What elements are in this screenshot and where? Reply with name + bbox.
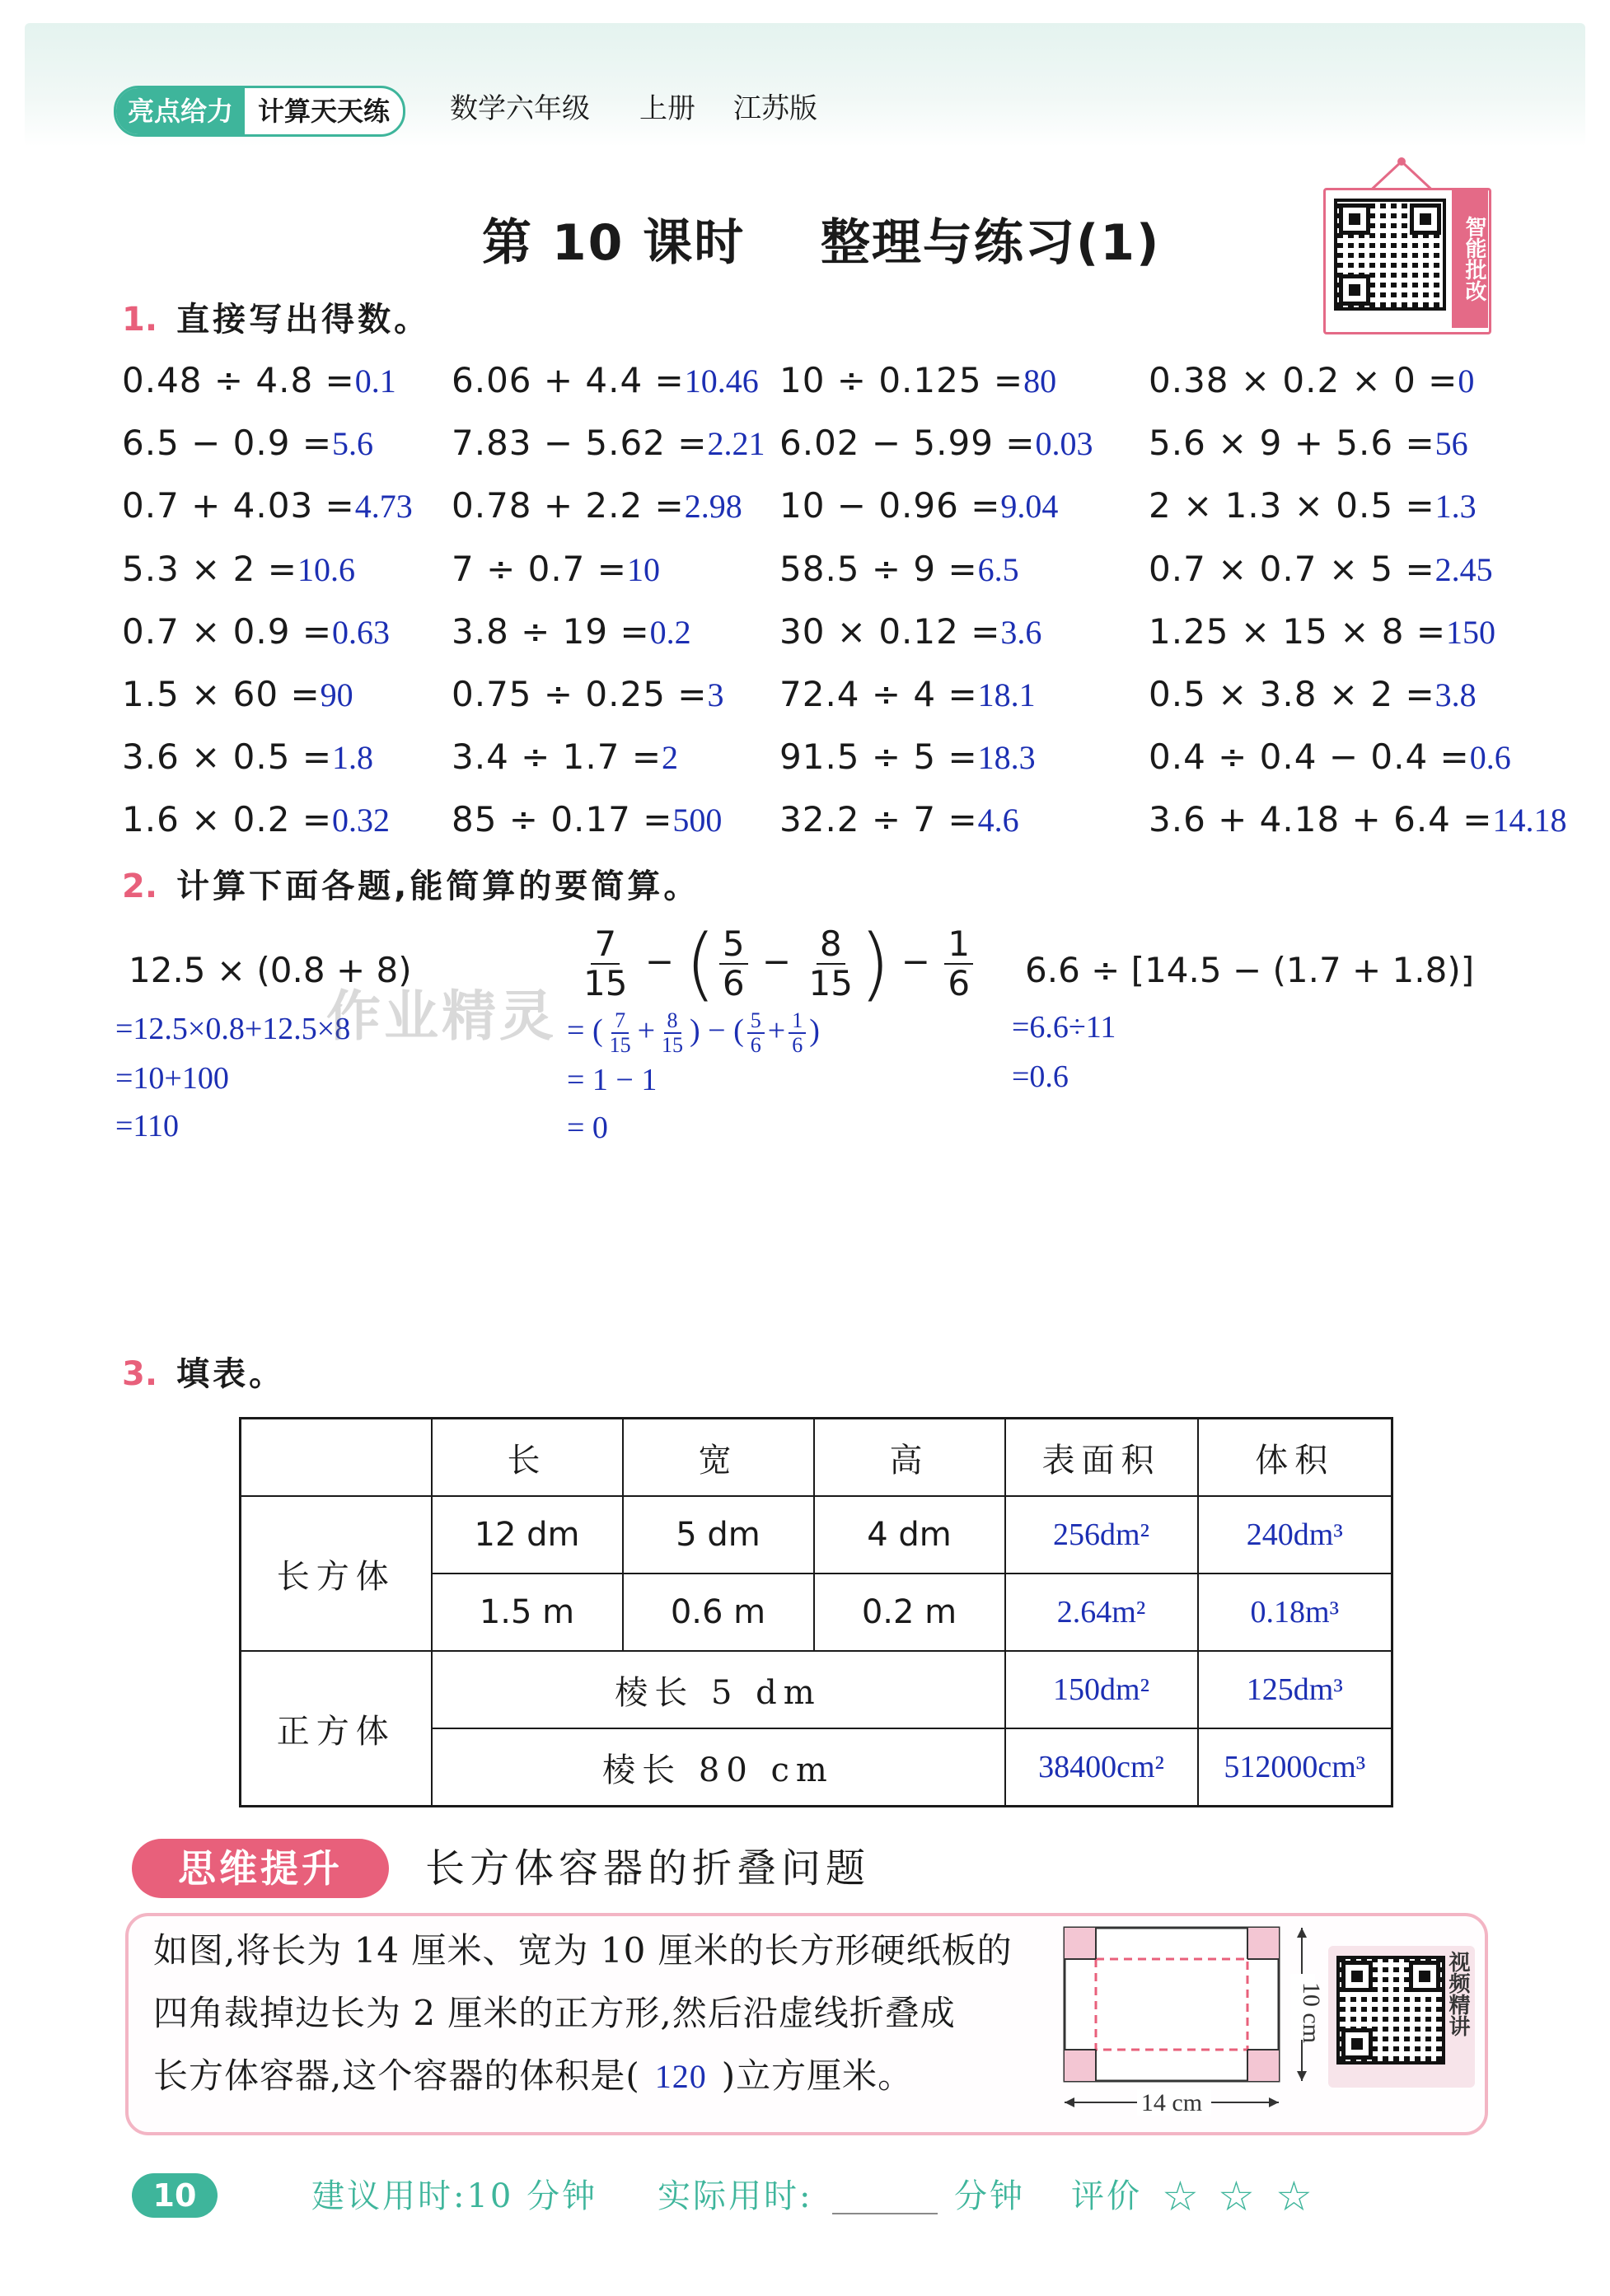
q1-expression: 1.6 × 0.2 = — [122, 799, 333, 840]
q1-expression: 0.7 × 0.9 = — [122, 610, 333, 652]
q3-heading — [122, 1353, 285, 1396]
table-cell: 12 dm — [432, 1496, 623, 1574]
table-header: 宽 — [623, 1419, 814, 1497]
header-subject: 数学六年级 — [450, 92, 590, 125]
q1-row — [122, 538, 1572, 601]
q1-answer: 0 — [1458, 362, 1475, 400]
q1-answer: 6.5 — [977, 550, 1019, 588]
smart-grading-label: 智能批改 — [1452, 189, 1488, 328]
q1-item — [122, 663, 353, 727]
q2-p2-step: = 0 — [567, 1111, 608, 1145]
q2-p2-step: = 1 − 1 — [567, 1063, 658, 1097]
q1-expression: 0.78 + 2.2 = — [452, 485, 685, 526]
q1-expression: 10 − 0.96 = — [779, 485, 1001, 526]
q1-item — [1149, 601, 1495, 664]
brand-right: 计算天天练 — [258, 96, 391, 127]
q1-row — [122, 475, 1572, 537]
think-text-line: 如图,将长为 14 厘米、宽为 10 厘米的长方形硬纸板的 — [153, 1930, 1013, 1971]
suggested-time: 建议用时:10 分钟 — [311, 2177, 598, 2215]
q1-answer: 56 — [1434, 425, 1468, 463]
q1-expression: 5.6 × 9 + 5.6 = — [1149, 423, 1435, 464]
star-icon[interactable]: ☆ — [1162, 2172, 1199, 2220]
q1-expression: 30 × 0.12 = — [779, 610, 1001, 652]
q1-answer: 3 — [707, 676, 724, 713]
table-cell: 0.6 m — [623, 1574, 814, 1651]
header-volume: 上册 — [639, 92, 695, 125]
rating-label: 评价 — [1071, 2177, 1142, 2215]
q1-expression: 0.7 × 0.7 × 5 = — [1149, 548, 1435, 589]
q1-item — [122, 475, 413, 538]
q1-item — [122, 349, 396, 413]
q2-p1-step: =110 — [115, 1109, 180, 1143]
q1-answer: 0.32 — [332, 802, 391, 839]
q1-expression: 32.2 ÷ 7 = — [779, 799, 978, 840]
q1-answer: 3.6 — [1000, 613, 1042, 651]
q1-item — [452, 726, 678, 789]
q1-row — [122, 663, 1572, 726]
folding-diagram — [1055, 1920, 1327, 2122]
q1-answer: 0.6 — [1469, 739, 1511, 777]
table-cell: 1.5 m — [432, 1574, 623, 1651]
actual-time-blank[interactable] — [832, 2213, 938, 2214]
q1-item — [1149, 349, 1474, 413]
q1-item — [779, 601, 1041, 664]
q2-p3-expression: 6.6 ÷ [14.5 − (1.7 + 1.8)] — [1025, 950, 1475, 990]
q1-expression: 58.5 ÷ 9 = — [779, 548, 978, 589]
q1-item — [122, 538, 355, 601]
q1-expression: 10 ÷ 0.125 = — [779, 360, 1024, 400]
q1-answer: 4.73 — [354, 488, 413, 526]
q1-item — [452, 475, 742, 538]
minutes-label: 分钟 — [954, 2177, 1025, 2215]
q1-expression: 3.4 ÷ 1.7 = — [452, 736, 662, 778]
q1-answer: 0.1 — [354, 362, 396, 400]
table-header: 体积 — [1198, 1419, 1392, 1497]
q1-expression: 7.83 − 5.62 = — [452, 423, 708, 464]
q1-expression: 91.5 ÷ 5 = — [779, 736, 978, 778]
q1-item — [122, 788, 390, 852]
q1-item — [122, 412, 373, 475]
q1-answer: 2 — [662, 739, 679, 777]
q2-p3-step: =6.6÷11 — [1012, 1010, 1116, 1045]
answer-cell: 150dm² — [1005, 1651, 1198, 1728]
q1-item — [1149, 538, 1493, 601]
q1-expression: 2 × 1.3 × 0.5 = — [1149, 485, 1435, 526]
q1-prompt: 直接写出得数。 — [176, 301, 431, 339]
answer-cell: 240dm³ — [1198, 1496, 1392, 1574]
q1-answer: 0.03 — [1035, 425, 1093, 463]
page-number: 10 — [132, 2173, 218, 2218]
q2-number: 2. — [122, 867, 158, 905]
q1-item — [122, 601, 390, 664]
qr-code-icon[interactable] — [1334, 199, 1446, 311]
q1-expression: 6.02 − 5.99 = — [779, 423, 1036, 464]
q1-item — [1149, 412, 1468, 475]
q1-number: 1. — [122, 301, 158, 339]
q1-expression: 85 ÷ 0.17 = — [452, 799, 673, 840]
think-badge: 思维提升 — [132, 1839, 389, 1898]
table-cell: 0.2 m — [814, 1574, 1005, 1651]
q1-row — [122, 349, 1572, 412]
qr-code-frame — [1328, 1946, 1475, 2088]
q2-p2-expression: $\frac{7}{15}$ − ( $\frac{5}{6}$ − $\frac{8}{15}$ ) − $\frac{1}{6}$ — [577, 924, 976, 1003]
lesson-name: 整理与练习 — [820, 214, 1076, 272]
star-icon[interactable]: ☆ — [1218, 2172, 1255, 2220]
q1-answer: 5.6 — [332, 425, 374, 463]
header-edition: 江苏版 — [733, 92, 817, 125]
q1-row — [122, 726, 1572, 788]
q1-expression: 3.6 × 0.5 = — [122, 736, 333, 778]
q1-item — [452, 538, 660, 601]
qr-code-icon[interactable] — [1336, 1956, 1445, 2065]
q3-prompt: 填表。 — [176, 1355, 286, 1393]
think-text-line: 长方体容器,这个容器的体积是( 120 )立方厘米。 — [153, 2055, 914, 2096]
q1-row — [122, 412, 1572, 475]
answer-cell: 2.64m² — [1005, 1574, 1198, 1651]
q1-item — [452, 788, 722, 852]
video-label: 视频精讲 — [1445, 1951, 1470, 2036]
star-icon[interactable]: ☆ — [1275, 2172, 1313, 2220]
answer-cell: 38400cm² — [1005, 1728, 1198, 1807]
q3-number: 3. — [122, 1355, 158, 1393]
q2-prompt: 计算下面各题,能简算的要简算。 — [176, 867, 700, 905]
table-header: 高 — [814, 1419, 1005, 1497]
q2-p1-step: =12.5×0.8+12.5×8 — [115, 1012, 351, 1046]
q1-answer: 10 — [626, 550, 660, 588]
q1-answer: 2.45 — [1434, 550, 1493, 588]
q1-item — [452, 412, 765, 475]
q1-answer: 9.04 — [1000, 488, 1059, 526]
q1-item — [779, 475, 1058, 538]
q1-answer: 10.6 — [297, 550, 355, 588]
q1-answer: 500 — [672, 802, 723, 839]
table-row — [241, 1651, 1392, 1728]
table-cell: 5 dm — [623, 1496, 814, 1574]
q1-answer: 2.98 — [684, 488, 742, 526]
answer-cell: 0.18m³ — [1198, 1574, 1392, 1651]
q1-expression: 0.4 ÷ 0.4 − 0.4 = — [1149, 736, 1470, 778]
table-header: 表面积 — [1005, 1419, 1198, 1497]
q1-answer: 14.18 — [1492, 802, 1567, 839]
q1-item — [452, 349, 759, 413]
q1-answer: 90 — [320, 676, 353, 713]
lesson-number: 第 10 课时 — [482, 214, 746, 272]
q1-item — [1149, 475, 1477, 538]
q1-answer: 2.21 — [707, 425, 765, 463]
q1-expression: 0.48 ÷ 4.8 = — [122, 360, 355, 400]
q1-expression: 6.06 + 4.4 = — [452, 360, 685, 400]
table-header: 长 — [432, 1419, 623, 1497]
q1-item — [122, 726, 373, 789]
q1-item — [779, 349, 1056, 413]
q1-answer: 18.1 — [977, 676, 1036, 713]
q1-item — [452, 601, 691, 664]
q1-item — [452, 663, 723, 727]
q1-expression: 7 ÷ 0.7 = — [452, 548, 627, 589]
q1-item — [1149, 726, 1511, 789]
q1-answer: 10.46 — [684, 362, 759, 400]
fill-table — [239, 1417, 1393, 1807]
think-answer: 120 — [654, 2058, 707, 2095]
table-header-row — [241, 1419, 1392, 1497]
q1-expression: 5.3 × 2 = — [122, 548, 297, 589]
fig-width-label: 14 cm — [1140, 2089, 1203, 2116]
answer-cell: 256dm² — [1005, 1496, 1198, 1574]
q1-answer: 0.63 — [332, 613, 391, 651]
brand-left: 亮点给力 — [116, 88, 245, 134]
lesson-title — [482, 210, 1160, 276]
q1-item — [1149, 788, 1566, 852]
q1-item — [1149, 663, 1477, 727]
q1-item — [779, 538, 1019, 601]
q1-expression: 0.38 × 0.2 × 0 = — [1149, 360, 1458, 400]
watermark: 作业精灵 — [326, 984, 557, 1048]
table-cell: 4 dm — [814, 1496, 1005, 1574]
brand-logo — [114, 86, 405, 137]
q2-p1-expression: 12.5 × (0.8 + 8) — [129, 950, 412, 990]
q1-item — [779, 663, 1036, 727]
q1-answer: 150 — [1446, 613, 1496, 651]
q1-heading — [122, 298, 430, 341]
table-header — [241, 1419, 432, 1497]
q1-answer: 80 — [1023, 362, 1057, 400]
think-title: 长方体容器的折叠问题 — [425, 1845, 871, 1892]
q1-answer: 0.2 — [649, 613, 691, 651]
table-cell: 棱长 80 cm — [432, 1728, 1005, 1807]
q1-answer: 4.6 — [977, 802, 1019, 839]
q1-answer: 18.3 — [977, 739, 1036, 777]
row-label-cube: 正方体 — [241, 1651, 432, 1807]
q1-expression: 3.6 + 4.18 + 6.4 = — [1149, 799, 1493, 840]
row-label-cuboid: 长方体 — [241, 1496, 432, 1651]
q1-item — [779, 726, 1036, 789]
q1-expression: 1.5 × 60 = — [122, 674, 321, 714]
table-cell: 棱长 5 dm — [432, 1651, 1005, 1728]
q1-answer: 1.8 — [332, 739, 374, 777]
q1-item — [779, 788, 1019, 852]
think-text-line: 四角裁掉边长为 2 厘米的正方形,然后沿虚线折叠成 — [153, 1993, 956, 2033]
q1-expression: 0.7 + 4.03 = — [122, 485, 355, 526]
answer-cell: 512000cm³ — [1198, 1728, 1392, 1807]
table-row — [241, 1496, 1392, 1574]
q1-row — [122, 788, 1572, 851]
q2-p3-step: =0.6 — [1012, 1059, 1069, 1094]
q1-answer: 1.3 — [1434, 488, 1477, 526]
answer-cell: 125dm³ — [1198, 1651, 1392, 1728]
q1-item — [779, 412, 1093, 475]
q1-expression: 72.4 ÷ 4 = — [779, 674, 978, 714]
q1-expression: 1.25 × 15 × 8 = — [1149, 610, 1447, 652]
q2-p1-step: =10+100 — [115, 1061, 229, 1096]
q2-heading — [122, 865, 700, 908]
fig-height-label: 10 cm — [1298, 1981, 1325, 2044]
q1-expression: 3.8 ÷ 19 = — [452, 610, 650, 652]
q1-answer: 3.8 — [1434, 676, 1477, 713]
q2-p2-step: = ( $\frac{7}{15}$ + $\frac{8}{15}$ ) − ( $\frac{5}{6}$ + $\frac{1}{6}$ ) — [567, 1008, 820, 1058]
q1-expression: 6.5 − 0.9 = — [122, 423, 333, 464]
q1-expression: 0.75 ÷ 0.25 = — [452, 674, 708, 714]
q1-expression: 0.5 × 3.8 × 2 = — [1149, 674, 1435, 714]
actual-time-label: 实际用时: — [658, 2177, 813, 2215]
lesson-part: (1) — [1075, 214, 1161, 272]
q1-row — [122, 601, 1572, 663]
